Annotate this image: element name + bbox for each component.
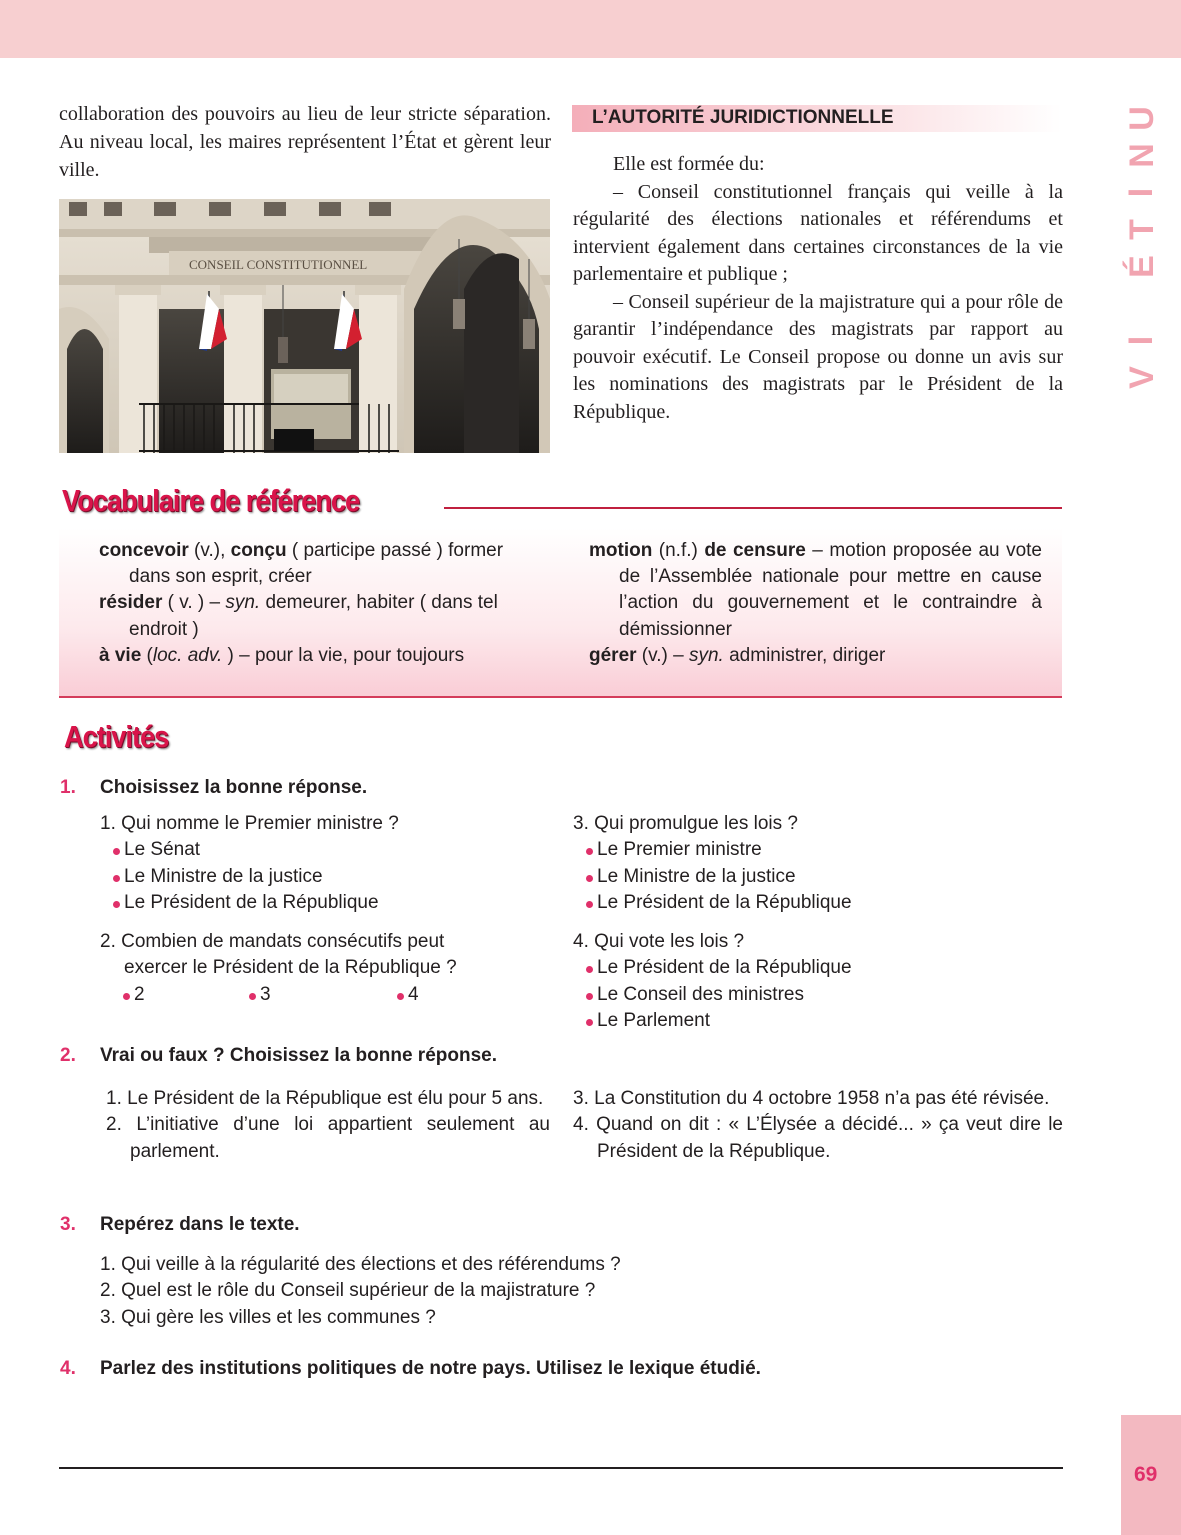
vocab-entry xyxy=(589,538,1042,643)
photo-sign-text: CONSEIL CONSTITUTIONNEL xyxy=(189,257,368,272)
question-text: 2. Quel est le rôle du Conseil supérieur de la majistrature ? xyxy=(100,1280,596,1302)
activity-4-heading: Parlez des institutions politiques de notre pays. Utilisez le lexique étudié. xyxy=(100,1358,761,1379)
authority-heading-bar xyxy=(572,105,1062,132)
unit-letter: É xyxy=(1122,255,1161,278)
vocabulary-title-rule xyxy=(444,507,1062,509)
vocabulary-title: Vocabulaire de référence xyxy=(62,483,360,518)
vocab-entry xyxy=(99,590,535,642)
activity-3-heading: Repérez dans le texte. xyxy=(100,1214,300,1235)
vocab-syn: syn. xyxy=(225,592,261,614)
answer-option[interactable]: Le Ministre de la justice xyxy=(573,864,852,890)
conseil-constitutionnel-photo xyxy=(59,199,550,453)
activities-title: Activités xyxy=(64,719,169,754)
activity-1-heading: Choisissez la bonne réponse. xyxy=(100,777,368,798)
vocab-term: de censure xyxy=(704,540,806,561)
vocab-syn: syn. xyxy=(688,644,724,666)
question-text: 1. Qui nomme le Premier ministre ? xyxy=(100,813,399,834)
vocabulary-right-column xyxy=(589,538,1042,669)
vocab-grammar: (v.) – xyxy=(636,644,689,666)
question-text: 1. Qui veille à la régularité des élections et des référendums ? xyxy=(100,1254,621,1275)
answer-option[interactable]: 4 xyxy=(396,982,419,1008)
activity-3-number: 3. xyxy=(60,1214,76,1235)
authority-intro: Elle est formée du: xyxy=(613,153,765,175)
answer-option[interactable]: Le Parlement xyxy=(573,1008,852,1034)
activity-1-number: 1. xyxy=(60,777,76,798)
activity-1-question-3 xyxy=(573,811,852,916)
vocab-entry xyxy=(589,643,1042,669)
authority-item-1: – Conseil constitutionnel français qui veille à la régularité des élections nationales et référendums et intervient également dans certaines circonstances de la vie parlementaire et publique ; xyxy=(573,180,1063,285)
vocab-grammar: ( v. ) – xyxy=(162,592,226,614)
activity-3-questions xyxy=(100,1252,621,1331)
true-false-statement: 4. Quand on dit : « L’Élysée a décidé... » ça veut dire le Président de la République. xyxy=(573,1114,1063,1162)
answer-option[interactable]: Le Président de la République xyxy=(100,890,399,916)
answer-option[interactable]: Le Premier ministre xyxy=(573,837,852,863)
vocab-definition: ) – pour la vie, pour toujours xyxy=(222,644,465,666)
vocab-definition: administrer, diriger xyxy=(723,644,886,666)
authority-heading: L’AUTORITÉ JURIDICTIONNELLE xyxy=(592,107,894,128)
answer-option[interactable]: Le Président de la République xyxy=(573,890,852,916)
vocab-term: résider xyxy=(99,592,163,614)
activity-2-number: 2. xyxy=(60,1045,76,1066)
vocabulary-left-column xyxy=(99,538,535,669)
unit-side-label xyxy=(1122,100,1162,396)
unit-letter: V xyxy=(1122,366,1161,389)
true-false-statement: 1. Le Président de la République est élu pour 5 ans. xyxy=(106,1088,544,1109)
vocab-term: à vie xyxy=(99,644,142,666)
activity-1-question-1 xyxy=(100,811,399,916)
authority-item-2: – Conseil supérieur de la majistrature qui a pour rôle de garantir l’indépendance des magistrats par rapport au pouvoir exécutif. Le Conseil propose ou donne un avis sur les nominations des magistrats par le Président de la République. xyxy=(573,290,1063,423)
unit-letter: I xyxy=(1122,335,1161,346)
vocab-definition: – motion proposée au vote de l’Assemblée nationale pour mettre en cause l’action du gouvernement et le contraindre à démissionner xyxy=(619,540,1042,640)
vocab-definition: ( participe passé ) former dans son esprit, créer xyxy=(129,540,504,588)
page-number: 69 xyxy=(1134,1463,1158,1486)
question-text-line: 2. Combien de mandats consécutifs peut xyxy=(100,931,445,952)
vocab-grammar: (n.f.) xyxy=(652,540,705,561)
answer-option[interactable]: 2 xyxy=(122,982,248,1008)
unit-letter: I xyxy=(1122,187,1161,198)
answer-option[interactable]: Le Président de la République xyxy=(573,955,852,981)
vocab-definition: demeurer, habiter ( dans tel endroit ) xyxy=(129,592,498,640)
question-text: 3. Qui gère les villes et les communes ? xyxy=(100,1306,436,1328)
vocab-entry xyxy=(99,538,535,590)
vocab-grammar-italic: loc. adv. xyxy=(152,644,223,666)
true-false-statement: 3. La Constitution du 4 octobre 1958 n’a pas été révisée. xyxy=(573,1088,1050,1109)
activity-4-number: 4. xyxy=(60,1358,76,1379)
vocab-grammar: ( xyxy=(141,644,153,666)
true-false-statement: 2. L’initiative d’une loi appartient seulement au parlement. xyxy=(106,1114,550,1162)
answer-option[interactable]: Le Sénat xyxy=(100,837,399,863)
question-text-line: exercer le Président de la République ? xyxy=(124,957,457,979)
question-text: 3. Qui promulgue les lois ? xyxy=(573,813,798,834)
activity-2-left-items xyxy=(106,1086,550,1165)
inline-options xyxy=(100,982,457,1008)
authority-text xyxy=(573,151,1063,426)
unit-letter: N xyxy=(1122,143,1161,168)
activity-1-question-4 xyxy=(573,929,852,1034)
vocab-term: concevoir xyxy=(99,540,189,561)
answer-option[interactable]: Le Conseil des ministres xyxy=(573,982,852,1008)
unit-letter: U xyxy=(1122,106,1161,131)
top-band xyxy=(0,0,1181,58)
answer-option[interactable]: 3 xyxy=(248,982,396,1008)
bottom-rule xyxy=(59,1467,1063,1469)
vocab-term: conçu xyxy=(230,540,287,561)
activity-2-heading: Vrai ou faux ? Choisissez la bonne réponse. xyxy=(100,1045,497,1066)
activity-2-right-items xyxy=(573,1086,1063,1165)
activity-1-question-2 xyxy=(100,929,457,1008)
question-text: 4. Qui vote les lois ? xyxy=(573,931,745,952)
left-column-text: collaboration des pouvoirs au lieu de leur stricte séparation. Au niveau local, les maires représentent l’État et gèrent leur ville. xyxy=(59,103,551,181)
unit-letter: T xyxy=(1122,219,1161,240)
vocab-term: gérer xyxy=(589,644,637,666)
vocab-term: motion xyxy=(589,540,653,561)
vocab-entry xyxy=(99,643,535,669)
vocab-grammar: (v.), xyxy=(188,540,231,561)
answer-option[interactable]: Le Ministre de la justice xyxy=(100,864,399,890)
